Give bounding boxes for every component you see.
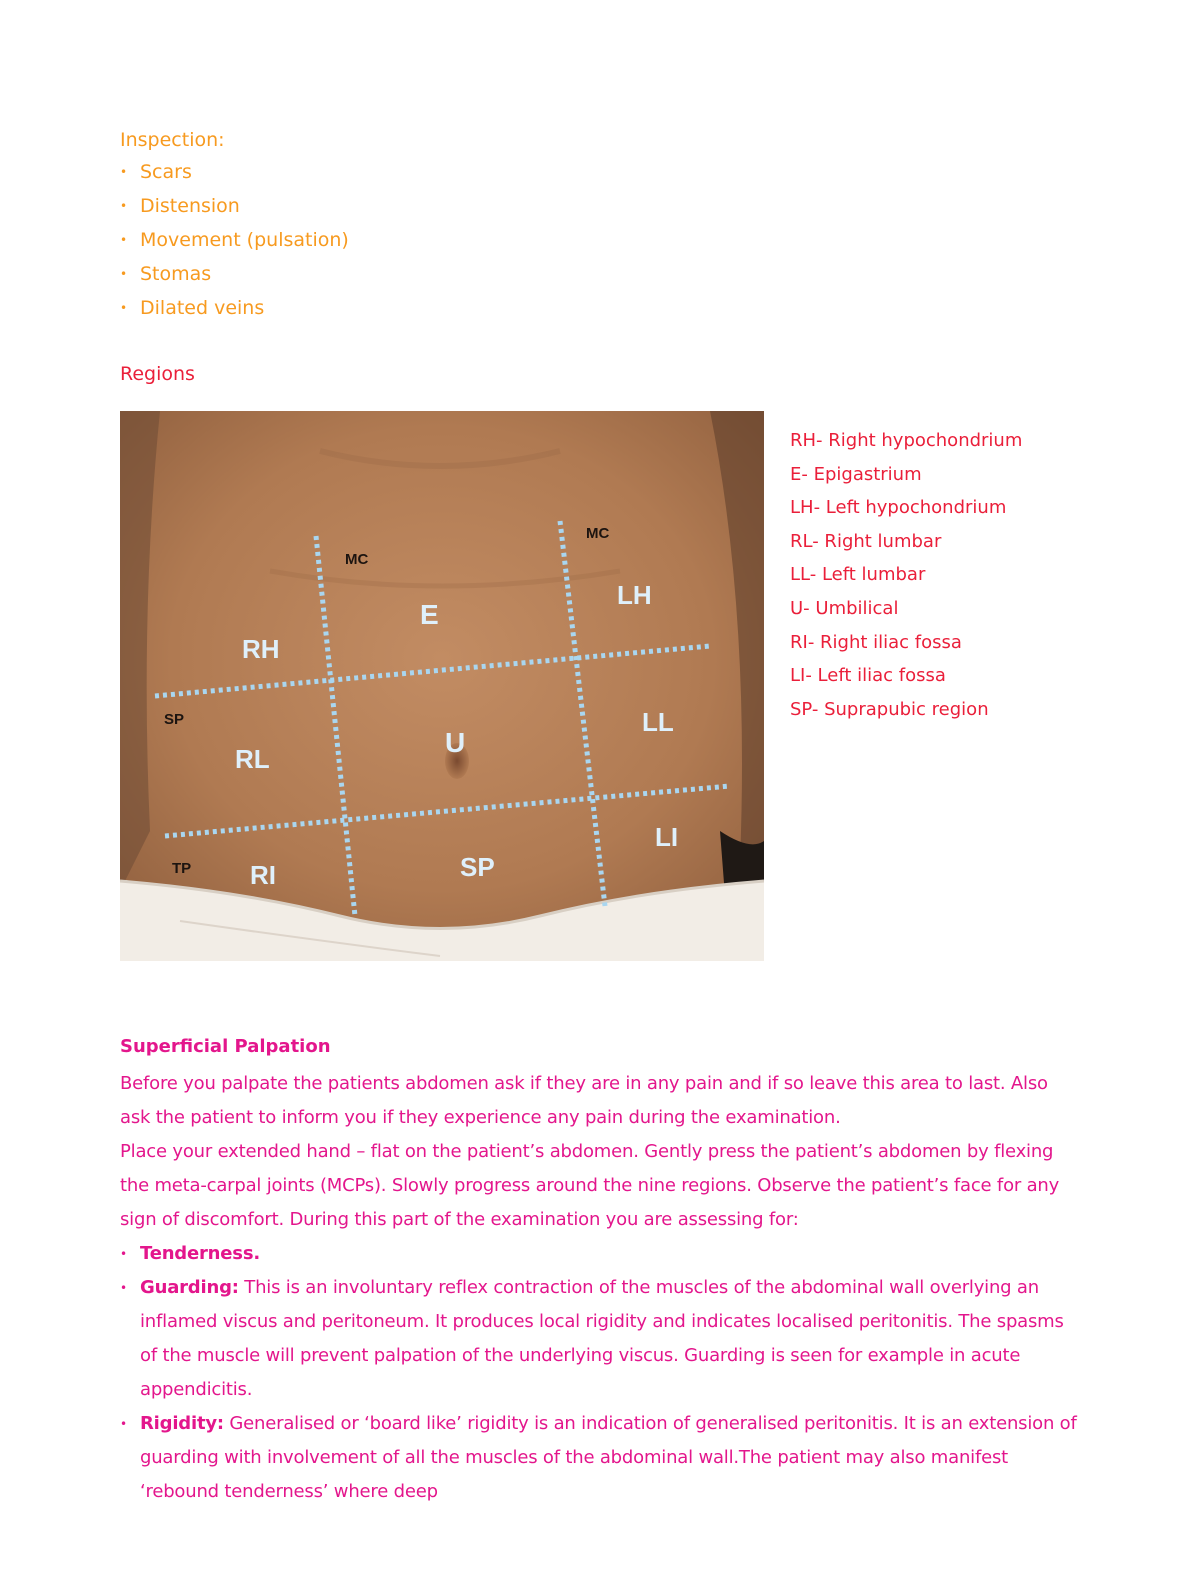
label-e: E [420, 599, 439, 630]
legend-item: LL- Left lumbar [790, 564, 926, 586]
label-tp: TP [172, 860, 192, 877]
inspection-list [120, 158, 349, 328]
label-sp-side: SP [164, 711, 185, 728]
label-rl: RL [235, 744, 270, 774]
legend-item: LH- Left hypochondrium [790, 497, 1007, 519]
bullet-icon: • [120, 301, 128, 315]
inspection-heading: Inspection: [120, 129, 225, 151]
bullet-icon: • [120, 1281, 127, 1295]
label-u: U [445, 727, 466, 758]
bullet-icon: • [120, 165, 128, 179]
bullet-icon: • [120, 199, 128, 213]
bullet-icon: • [120, 1247, 127, 1261]
list-item: • Rigidity: Generalised or ‘board like’ rigidity is an indication of generalised peritonitis. It is an extension of guarding with involvement of all the muscles of the abdominal wall.The patient may also manifest ‘rebound tenderness’ where deep [120, 1407, 1080, 1509]
palpation-paragraph-2: Place your extended hand – flat on the patient’s abdomen. Gently press the patient’s abdomen by flexing the meta-carpal joints (MCPs). Slowly progress around the nine regions. Observe the patient’s face for any sign of discomfort. During this part of the examination you are assessing for: [120, 1141, 1060, 1230]
legend-item: RL- Right lumbar [790, 530, 942, 552]
inspection-section [120, 126, 349, 328]
label-li: LI [655, 822, 679, 852]
list-item: • Stomas [120, 260, 349, 294]
list-item: • Guarding: This is an involuntary reflex contraction of the muscles of the abdominal wall overlying an inflamed viscus and peritoneum. It produces local rigidity and indicates localised peritonitis. The spasms of the muscle will prevent palpation of the underlying viscus. Guarding is seen for example in acute appendicitis. [120, 1271, 1080, 1407]
list-item: • Dilated veins [120, 294, 349, 328]
label-rh: RH [242, 634, 280, 664]
list-item: • Scars [120, 158, 349, 192]
regions-legend [790, 428, 1022, 730]
bullet-icon: • [120, 1417, 127, 1431]
term-guarding: Guarding: [140, 1277, 239, 1298]
label-mc-left: MC [345, 551, 369, 568]
palpation-paragraph-1: Before you palpate the patients abdomen ask if they are in any pain and if so leave this area to last. Also ask the patient to inform you if they experience any pain during the examination. [120, 1073, 1048, 1128]
legend-item: LI- Left iliac fossa [790, 665, 946, 687]
palpation-list [120, 1237, 1080, 1509]
label-ri: RI [250, 860, 276, 890]
palpation-heading: Superficial Palpation [120, 1036, 331, 1057]
regions-heading: Regions [120, 363, 195, 385]
term-rigidity: Rigidity: [140, 1413, 224, 1434]
label-ll: LL [642, 707, 674, 737]
bullet-icon: • [120, 267, 128, 281]
list-item: • Distension [120, 192, 349, 226]
list-item [120, 1237, 1080, 1271]
term-tenderness: Tenderness. [140, 1243, 260, 1264]
legend-item: E- Epigastrium [790, 463, 922, 485]
label-lh: LH [617, 580, 652, 610]
legend-item: RH- Right hypochondrium [790, 430, 1023, 451]
legend-item: U- Umbilical [790, 597, 899, 619]
legend-item: SP- Suprapubic region [790, 698, 989, 720]
label-sp: SP [460, 852, 495, 882]
abdomen-regions-photo [120, 411, 764, 961]
palpation-section [120, 1033, 1080, 1509]
label-mc-right: MC [586, 525, 610, 542]
bullet-icon: • [120, 233, 128, 247]
list-item: • Movement (pulsation) [120, 226, 349, 260]
legend-item: RI- Right iliac fossa [790, 631, 962, 653]
